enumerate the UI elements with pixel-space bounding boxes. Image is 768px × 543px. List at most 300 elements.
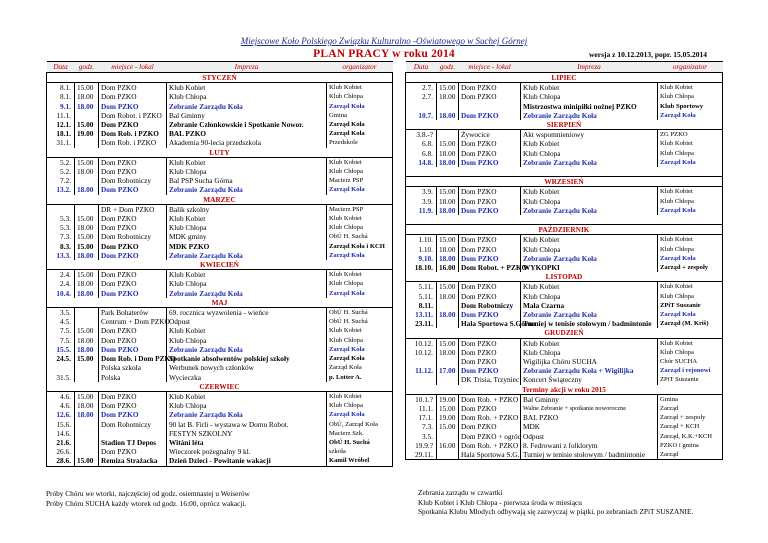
event-time: 18.00: [437, 149, 459, 158]
event-date: 4.6.: [47, 391, 75, 401]
month-header: GRUDZIEŃ: [406, 328, 723, 338]
event-name: Walne Zebranie + spotkanie noworoczne: [521, 404, 658, 413]
event-place: Dom PZKO: [459, 92, 521, 101]
event-organizer: ZG PZKO: [658, 130, 723, 140]
event-row: [47, 111, 393, 120]
event-place: Dom PZKO: [459, 206, 521, 215]
event-date: 6.8.: [406, 149, 437, 158]
event-time: 15.00: [75, 354, 99, 363]
event-organizer: Klub Chłopa: [658, 92, 723, 101]
event-place: Hala Sportowa S.Górna: [459, 319, 521, 328]
event-place: Dom PZKO: [459, 245, 521, 254]
event-name: Zebranie Zarządu Koła: [521, 206, 658, 215]
event-name: Klub Kobiet: [167, 83, 327, 93]
event-organizer: Zarząd Koła: [327, 102, 393, 111]
event-time: 18.00: [437, 158, 459, 167]
event-time: 16.00: [437, 263, 459, 272]
event-organizer: p. Lotter A.: [327, 373, 393, 382]
event-name: Klub Kobiet: [167, 326, 327, 335]
event-name: Klub Chłopa: [521, 348, 658, 357]
event-date: 8.3.: [47, 242, 75, 251]
event-place: DR + Dom PZKO: [99, 204, 167, 214]
event-place: Dom PZKO: [459, 197, 521, 206]
event-place: Dom PZKO: [459, 139, 521, 148]
event-time: [437, 130, 459, 140]
month-header-row: [47, 382, 393, 392]
event-name: Klub Kobiet: [521, 235, 658, 245]
event-time: [437, 102, 459, 111]
event-row: [47, 420, 393, 429]
event-organizer: Zarząd Koła: [327, 289, 393, 298]
event-organizer: Zarząd Koła: [327, 185, 393, 194]
month-header-row: [47, 148, 393, 158]
event-organizer: Zarząd, K.K.+KCH: [658, 432, 723, 441]
event-place: Dom PZKO: [99, 410, 167, 419]
event-date: [47, 363, 75, 372]
event-organizer: Klub Kobiet: [327, 157, 393, 167]
event-time: 15.00: [75, 391, 99, 401]
event-time: 18.00: [437, 111, 459, 120]
event-row: [47, 167, 393, 176]
event-date: 14.8.: [406, 158, 437, 167]
event-place: Dom PZKO: [99, 251, 167, 260]
event-organizer: PZKO i gmina: [658, 441, 723, 450]
event-place: Dom PZKO: [99, 185, 167, 194]
event-name: Mała Czarna: [521, 301, 658, 310]
event-date: 24.5.: [47, 354, 75, 363]
event-organizer: Zarząd Koła: [327, 120, 393, 129]
event-date: 8.11.: [406, 301, 437, 310]
event-row: [406, 130, 723, 140]
event-organizer: Klub Kobiet: [327, 326, 393, 335]
event-place: Dom PZKO: [99, 336, 167, 345]
event-organizer: Zarząd Koła: [658, 206, 723, 215]
event-organizer: ObÚ H. Suchá: [327, 438, 393, 447]
event-name: Zebranie Zarządu Koła: [521, 310, 658, 319]
event-name: Bal Gminny: [521, 394, 658, 404]
event-time: 17.00: [437, 366, 459, 375]
col-header-organizer: organizator: [327, 62, 393, 73]
event-place: DK Trisia, Trzyniec: [459, 375, 521, 384]
col-header-event: Impreza: [167, 62, 327, 73]
event-organizer: ObÚ H. Suchá: [327, 308, 393, 318]
event-row: [47, 363, 393, 372]
event-row: [406, 149, 723, 158]
event-name: Zebranie Zarządu Koła + Wigilijka: [521, 366, 658, 375]
event-time: 15.00: [75, 83, 99, 93]
event-date: 10.12.: [406, 338, 437, 348]
event-place: Dom PZKO: [99, 279, 167, 288]
event-place: Dom PZKO: [99, 214, 167, 223]
event-row: [47, 373, 393, 382]
event-row: [47, 129, 393, 138]
col-header-organizer: organizator: [658, 62, 723, 73]
col-header-place: miejsce - lokal: [99, 62, 167, 73]
footer-note: Spotkania Klubu Młodych odbywają się zazwyczaj w piątki, po zebraniach ZPiT SUSZANIE.: [418, 507, 694, 516]
event-time: 18.00: [75, 410, 99, 419]
event-row: [406, 245, 723, 254]
event-date: 11.12.: [406, 366, 437, 375]
event-time: 15.00: [437, 422, 459, 431]
event-time: 15.00: [75, 270, 99, 280]
event-organizer: Kamil Wróbel: [327, 456, 393, 466]
event-name: Bal Gminny: [167, 111, 327, 120]
event-time: 18.00: [75, 102, 99, 111]
event-time: 15.00: [437, 187, 459, 197]
event-place: Dom Robot. i PZKO: [99, 111, 167, 120]
event-organizer: Zarząd Koła: [327, 129, 393, 138]
event-place: Dom PZKO: [459, 111, 521, 120]
month-header-row: [47, 260, 393, 270]
event-organizer: Zarząd Koła: [327, 251, 393, 260]
event-row: [47, 242, 393, 251]
footer-notes-left: [46, 489, 250, 508]
event-place: Dom PZKO: [459, 282, 521, 292]
event-name: Klub Kobiet: [167, 270, 327, 280]
event-row: [406, 111, 723, 120]
event-time: 18.00: [437, 310, 459, 319]
event-place: Dom PZKO: [459, 254, 521, 263]
event-organizer: Klub Kobiet: [327, 270, 393, 280]
event-date: 31.1.: [47, 138, 75, 147]
event-row: [47, 456, 393, 466]
event-organizer: ZPiT Suszanie: [658, 301, 723, 310]
event-date: 23.11.: [406, 319, 437, 328]
event-time: [437, 375, 459, 384]
event-organizer: Klub Chłopa: [658, 197, 723, 206]
event-organizer: Zarząd + zespoły: [658, 263, 723, 272]
event-row: [406, 348, 723, 357]
event-name: Mistrzostwa minipiłki nożnej PZKO: [521, 102, 658, 111]
event-organizer: Klub Kobiet: [658, 235, 723, 245]
event-time: 18.00: [437, 348, 459, 357]
event-row: [47, 308, 393, 318]
event-organizer: Zarząd: [658, 450, 723, 460]
event-place: Stadion TJ Depos: [99, 438, 167, 447]
event-time: 18.00: [75, 92, 99, 101]
event-date: 1.10.: [406, 245, 437, 254]
event-row: [47, 391, 393, 401]
event-time: 19.00: [437, 413, 459, 422]
event-date: 7.5.: [47, 326, 75, 335]
event-name: Odpust: [167, 317, 327, 326]
event-row: [47, 279, 393, 288]
event-row: [47, 120, 393, 129]
event-date: 9.1.: [47, 102, 75, 111]
event-time: [437, 432, 459, 441]
event-row: [47, 214, 393, 223]
event-date: 1.10.: [406, 235, 437, 245]
month-header-row: [406, 225, 723, 235]
col-header-time: godz.: [75, 62, 99, 73]
event-name: Zebranie Członkowskie i Spotkanie Nowor.: [167, 120, 327, 129]
event-row: [47, 345, 393, 354]
event-time: [75, 317, 99, 326]
event-name: Klub Chłopa: [167, 279, 327, 288]
event-place: Dom PZKO: [99, 102, 167, 111]
event-row: [406, 357, 723, 366]
event-organizer: Zarząd: [658, 404, 723, 413]
event-row: [406, 450, 723, 460]
event-name: WYKOPKI: [521, 263, 658, 272]
event-time: 15.00: [437, 83, 459, 93]
event-date: 5.2.: [47, 167, 75, 176]
event-time: 18.00: [437, 245, 459, 254]
event-name: BAL PZKO: [167, 129, 327, 138]
event-organizer: Zarząd Koła: [327, 410, 393, 419]
event-time: 18.00: [437, 206, 459, 215]
event-time: 19.00: [75, 129, 99, 138]
event-organizer: Zarząd Koła: [327, 363, 393, 372]
event-row: [47, 326, 393, 335]
month-header: MAJ: [47, 298, 393, 308]
event-time: [437, 319, 459, 328]
month-header-row: [406, 328, 723, 338]
event-row: [47, 138, 393, 147]
event-time: [75, 420, 99, 429]
event-row: [406, 441, 723, 450]
month-header: LISTOPAD: [406, 272, 723, 282]
event-row: [406, 301, 723, 310]
event-date: 26.6.: [47, 447, 75, 456]
event-place: Dom PZKO: [99, 242, 167, 251]
event-place: Dom Robotniczy: [99, 420, 167, 429]
event-organizer: Klub Chłopa: [658, 348, 723, 357]
event-name: 8. Fedrowani z folklorym: [521, 441, 658, 450]
col-header-date: Data: [406, 62, 437, 73]
event-time: 15.00: [75, 214, 99, 223]
event-place: [459, 102, 521, 111]
event-organizer: ObÚ, Zarząd Koła: [327, 420, 393, 429]
event-row: [406, 206, 723, 215]
event-place: Dom PZKO: [99, 289, 167, 298]
event-name: Dzień Dzieci - Powitanie wakacji: [167, 456, 327, 466]
event-time: 18.00: [75, 167, 99, 176]
event-row: [47, 176, 393, 185]
event-name: MDK PZKO: [167, 242, 327, 251]
event-row: [406, 404, 723, 413]
event-row: [47, 401, 393, 410]
event-date: 7.2.: [47, 176, 75, 185]
event-name: Turniej w tenisie stołowym / badmintonie: [521, 450, 658, 460]
event-date: 29.11.: [406, 450, 437, 460]
event-time: [75, 447, 99, 456]
event-date: 2.4.: [47, 279, 75, 288]
month-header: [406, 215, 723, 225]
event-name: 90 lat B. Firli - wystawa w Domu Robot.: [167, 420, 327, 429]
event-organizer: Macierz PSP: [327, 176, 393, 185]
event-row: [406, 413, 723, 422]
event-place: Dom PZKO: [459, 83, 521, 93]
event-name: Klub Chłopa: [521, 149, 658, 158]
event-place: Dom PZKO: [459, 348, 521, 357]
event-place: Dom PZKO: [459, 338, 521, 348]
event-place: Centrum + Dom PZKO: [99, 317, 167, 326]
event-time: 19.00: [437, 394, 459, 404]
event-organizer: Klub Kobiet: [658, 83, 723, 93]
event-row: [406, 338, 723, 348]
event-date: 12.1.: [47, 120, 75, 129]
event-row: [47, 429, 393, 438]
month-header: SIERPIEŃ: [406, 120, 723, 130]
event-organizer: Klub Chłopa: [327, 401, 393, 410]
month-header-row: [406, 167, 723, 177]
event-row: [406, 422, 723, 431]
event-date: 2.7.: [406, 83, 437, 93]
event-place: Dom PZKO: [99, 345, 167, 354]
event-date: 5.11.: [406, 282, 437, 292]
event-date: 3.8.-?: [406, 130, 437, 140]
event-organizer: ObÚ H. Suchá: [327, 232, 393, 241]
event-name: Akt wspomnieniowy: [521, 130, 658, 140]
event-time: 18.00: [75, 279, 99, 288]
event-date: [406, 102, 437, 111]
event-date: 14.6.: [47, 429, 75, 438]
event-place: Dom PZKO: [99, 92, 167, 101]
event-date: 5.2.: [47, 157, 75, 167]
event-row: [47, 447, 393, 456]
event-date: 4.5.: [47, 317, 75, 326]
col-header-date: Data: [47, 62, 75, 73]
event-name: Klub Kobiet: [521, 139, 658, 148]
event-name: Klub Chłopa: [167, 336, 327, 345]
event-time: 15.00: [75, 232, 99, 241]
event-date: 11.9.: [406, 206, 437, 215]
event-time: [75, 308, 99, 318]
event-time: 18.00: [437, 254, 459, 263]
event-date: 18.1.: [47, 129, 75, 138]
event-organizer: Gmina: [658, 394, 723, 404]
event-place: Dom PZKO: [459, 357, 521, 366]
event-date: 13.3.: [47, 251, 75, 260]
month-header-row: [406, 73, 723, 83]
event-organizer: Zarząd Koła: [658, 310, 723, 319]
event-name: Bal PSP Sucha Górna: [167, 176, 327, 185]
event-row: [47, 251, 393, 260]
event-date: [406, 357, 437, 366]
event-row: [47, 223, 393, 232]
event-date: 18.10.: [406, 263, 437, 272]
event-name: Zebranie Zarządu Koła: [521, 158, 658, 167]
event-row: [47, 204, 393, 214]
event-row: [47, 317, 393, 326]
event-name: Wigilijka Chóru SUCHA: [521, 357, 658, 366]
event-time: [75, 111, 99, 120]
event-time: 15.00: [75, 120, 99, 129]
event-place: Dom PZKO: [459, 422, 521, 431]
event-place: Dom PZKO: [99, 447, 167, 456]
event-time: 15.00: [437, 139, 459, 148]
event-date: 3.5.: [47, 308, 75, 318]
event-place: Dom PZKO: [459, 158, 521, 167]
event-place: Dom PZKO: [459, 149, 521, 158]
event-time: [75, 438, 99, 447]
event-time: 18.00: [75, 251, 99, 260]
event-organizer: Zarząd + KCH: [658, 422, 723, 431]
event-date: 2.4.: [47, 270, 75, 280]
event-time: 18.00: [75, 223, 99, 232]
event-date: 7.3.: [406, 422, 437, 431]
month-header: Terminy akcji w roku 2015: [406, 385, 723, 395]
event-place: Dom Rob. i PZKO: [99, 138, 167, 147]
event-place: Dom PZKO: [459, 310, 521, 319]
event-name: Koncert Świąteczny: [521, 375, 658, 384]
month-header: [406, 167, 723, 177]
month-header: WRZESIEŃ: [406, 177, 723, 187]
event-row: [47, 336, 393, 345]
event-date: 9.10.: [406, 254, 437, 263]
event-time: [75, 373, 99, 382]
event-row: [47, 270, 393, 280]
event-organizer: Klub Chłopa: [327, 167, 393, 176]
event-date: 4.6.: [47, 401, 75, 410]
event-time: [437, 301, 459, 310]
event-place: [99, 429, 167, 438]
event-place: Polska szkoła: [99, 363, 167, 372]
event-name: Odpust: [521, 432, 658, 441]
event-organizer: Klub Kobiet: [658, 282, 723, 292]
event-organizer: Klub Chłopa: [327, 223, 393, 232]
event-time: [75, 363, 99, 372]
month-header: PAŹDZIERNIK: [406, 225, 723, 235]
event-name: Zebranie Zarządu Koła: [167, 102, 327, 111]
event-organizer: Chór SUCHA: [658, 357, 723, 366]
event-organizer: Klub Kobiet: [658, 187, 723, 197]
event-name: Klub Kobiet: [521, 282, 658, 292]
event-organizer: Zarząd Koła: [658, 254, 723, 263]
event-time: 15.00: [437, 235, 459, 245]
event-name: Wieczorek pożegnalny 9 kl.: [167, 447, 327, 456]
event-organizer: Zarząd (M. Kriš): [658, 319, 723, 328]
event-place: Polska: [99, 373, 167, 382]
event-place: Dom PZKO: [99, 391, 167, 401]
event-row: [406, 92, 723, 101]
event-time: 15.00: [75, 456, 99, 466]
event-time: 16.00: [437, 441, 459, 450]
event-organizer: Zarząd i rejonowi: [658, 366, 723, 375]
event-name: Zebranie Zarządu Koła: [521, 254, 658, 263]
col-header-place: miejsce - lokal: [459, 62, 521, 73]
event-place: Dom PZKO: [459, 404, 521, 413]
event-row: [406, 197, 723, 206]
event-organizer: Zarząd + zespoły: [658, 413, 723, 422]
event-name: Zebranie Zarządu Koła: [167, 345, 327, 354]
month-header: LUTY: [47, 148, 393, 158]
event-organizer: Klub Kobiet: [327, 214, 393, 223]
event-name: Klub Kobiet: [167, 391, 327, 401]
event-place: Dom PZKO: [459, 235, 521, 245]
event-time: 15.00: [437, 404, 459, 413]
event-date: 10.1.?: [406, 394, 437, 404]
event-place: Remiza Strażacka: [99, 456, 167, 466]
event-row: [47, 102, 393, 111]
event-time: 18.00: [437, 292, 459, 301]
event-date: 15.5.: [47, 345, 75, 354]
month-header-row: [47, 195, 393, 205]
event-name: Witání léta: [167, 438, 327, 447]
event-place: Dom Rob. + PZKO: [459, 413, 521, 422]
event-name: Klub Chłopa: [521, 92, 658, 101]
event-name: Wycieczka: [167, 373, 327, 382]
event-place: Dom Robotniczy: [459, 301, 521, 310]
month-header: MARZEC: [47, 195, 393, 205]
event-time: 18.00: [437, 197, 459, 206]
event-name: Klub Chłopa: [521, 197, 658, 206]
event-row: [47, 185, 393, 194]
event-organizer: Macierz Szk.: [327, 429, 393, 438]
event-date: 8.1.: [47, 92, 75, 101]
event-row: [406, 263, 723, 272]
